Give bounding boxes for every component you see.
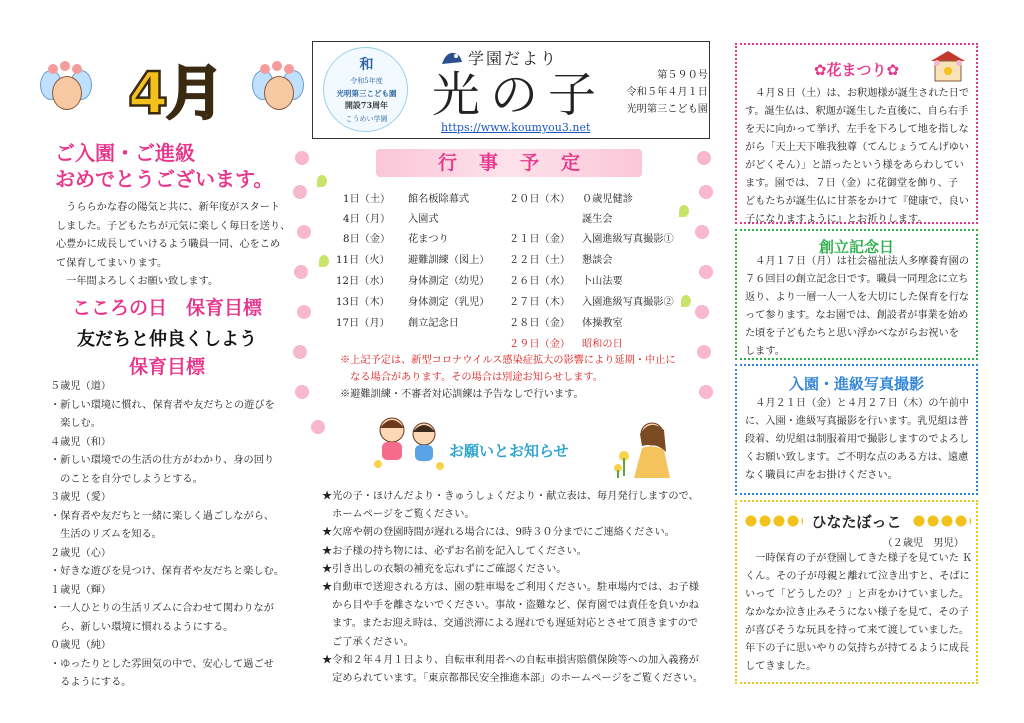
- greeting-title-line: ご入園・ご進級: [55, 141, 195, 165]
- text-line: 返り、より一層一人一人を大切にした保育を行な: [745, 292, 970, 303]
- event-date-holiday: ２９日（金）: [509, 339, 571, 350]
- goal-line: のことを自分でしようとする。: [50, 473, 203, 485]
- event-date: 1日（土）: [343, 194, 391, 205]
- text-line: 段着、幼児組は制服着用で撮影しますのでよろし: [745, 434, 970, 445]
- event-name: 入園進級写真撮影①: [582, 234, 674, 245]
- girl-with-flowers-illustration: [612, 418, 682, 480]
- event-date: ２７日（木）: [509, 297, 571, 308]
- goal-line: 生活のリズムを知る。: [50, 529, 162, 540]
- goal-line: ら、新しい環境に慣れるようにする。: [50, 621, 234, 633]
- notices-heading: お願いとお知らせ: [449, 442, 569, 460]
- text-line: が喜びそうな玩具を持って来て渡していました。: [745, 625, 970, 636]
- age-goals-list: [50, 378, 284, 693]
- text-line: って参ります。なお園では、創設者が事業を始め: [745, 310, 969, 321]
- butterfly-child-illustration: [40, 64, 92, 122]
- text-line: します。: [745, 346, 785, 357]
- event-date: 11日（火）: [336, 255, 390, 266]
- goals-heading: 保育目標: [128, 356, 205, 378]
- event-date: 12日（水）: [336, 276, 390, 287]
- founding-day-heading: 創立記念日: [818, 238, 894, 256]
- notice-line: ★お子様の持ち物には、必ずお名前を記入してください。: [322, 545, 587, 557]
- text-line: 子になりますように』とお祈りします。: [745, 214, 928, 225]
- event-name: 館名板除幕式: [408, 194, 470, 205]
- founding-day-box: [735, 229, 978, 360]
- greeting-line: て保育してまいります。: [56, 257, 168, 269]
- badge-kanji: 和: [359, 57, 374, 73]
- goal-line: るようにする。: [50, 677, 132, 688]
- greeting-line: 心豊かに成長していけるよう職員一同、心をこめ: [56, 239, 281, 250]
- event-date: 8日（金）: [343, 234, 391, 245]
- text-line: くお願い致します。ご不明な点のある方は、遠慮: [745, 452, 969, 463]
- event-date: ２０日（木）: [509, 194, 571, 205]
- event-name: 花まつり: [408, 234, 449, 245]
- event-name: 避難訓練（図上）: [408, 255, 490, 266]
- events-notes: [340, 352, 676, 403]
- issue-info: [620, 67, 708, 118]
- hinatabokko-byline: （２歳児 男児）: [882, 538, 964, 549]
- greeting-title-line: おめでとうございます。: [55, 167, 274, 191]
- notice-line: 定められています。「東京都都民安全推進本部」のホームページをご覧ください。: [322, 673, 704, 685]
- notice-line: ★自動車で送迎される方は、園の駐車場をご利用ください。駐車場内では、お子様: [322, 582, 699, 594]
- goal-line: ・新しい環境に慣れ、保育者や友だちとの遊びを: [50, 399, 275, 411]
- event-date: ２２日（土）: [509, 255, 571, 266]
- text-line: なかなか泣き止みそうにない様子を見て、その子: [745, 607, 969, 618]
- event-name: 体操教室: [582, 318, 623, 329]
- hanamatsuri-box: [735, 43, 978, 224]
- badge-anniversary: 開設73周年: [344, 100, 389, 110]
- newsletter-title: 光の子: [432, 67, 607, 123]
- photo-session-box: [735, 364, 978, 495]
- event-date: ２１日（金）: [509, 234, 571, 245]
- badge-year: 令和5年度: [350, 77, 383, 85]
- event-name: 懇談会: [582, 255, 613, 266]
- event-date: ２６日（水）: [509, 276, 571, 287]
- greeting-line: うららかな春の陽気と共に、新年度がスタート: [56, 202, 281, 213]
- event-name: 誕生会: [582, 214, 613, 225]
- greeting-body: [56, 199, 290, 292]
- flower-shrine-illustration: [927, 49, 969, 85]
- text-line: してきました。: [745, 661, 817, 672]
- hinatabokko-box: [735, 500, 978, 684]
- event-name: 卜山法要: [582, 276, 623, 287]
- goal-age-label: ０歳児（純）: [50, 640, 112, 651]
- issue-number: 第５９０号: [657, 70, 708, 81]
- notice-line: から目や手を離さないでください。事故・盗難など、保育園では責任を負いかね: [322, 600, 699, 612]
- notice-line: ★光の子・ほけんだより・きゅうしょくだより・献立表は、毎月発行しますので、: [322, 491, 699, 502]
- text-line: ます。園では、７日（金）に花御堂を飾り、子: [745, 178, 959, 189]
- events-heading-text: 行事予定: [437, 152, 602, 174]
- goal-line: ・一人ひとりの生活リズムに合わせて関わりなが: [50, 603, 274, 614]
- notice-line: ホームページをご覧ください。: [322, 509, 475, 521]
- school-logo-icon: [440, 50, 464, 66]
- hinatabokko-heading: ひなたぼっこ: [811, 513, 902, 531]
- event-name: 入園進級写真撮影②: [582, 297, 674, 308]
- event-name: 入園式: [408, 214, 439, 225]
- goal-age-label: ４歳児（和）: [50, 436, 112, 448]
- notice-line: ★欠席や朝の登園時間が遅れる場合には、9時３０分までにご連絡ください。: [322, 527, 675, 539]
- founding-day-text: [745, 253, 969, 361]
- month-title: 4月: [127, 59, 223, 127]
- goal-line: ・好きな遊びを見つけ、保育者や友だちと楽しむ。: [50, 566, 284, 577]
- notice-line: ★引き出しの衣類の補充を忘れずにご確認ください。: [322, 563, 567, 575]
- text-line: どもたちが誕生仏に甘茶をかけて『健康で、良い: [745, 196, 969, 207]
- event-name-holiday: 昭和の日: [582, 339, 623, 350]
- event-date: 17日（月）: [336, 318, 390, 329]
- goal-age-label: ５歳児（道）: [50, 381, 112, 392]
- goal-line: 楽しむ。: [50, 418, 101, 429]
- goal-age-label: １歳児（輝）: [50, 584, 112, 596]
- text-line: いって「どうしたの？」と声をかけていました。: [745, 589, 970, 600]
- event-note-line: ※避難訓練・不審者対応訓練は予告なしで行います。: [340, 389, 584, 400]
- goal-age-label: ２歳児（心）: [50, 547, 112, 559]
- goal-age-label: ３歳児（愛）: [50, 492, 112, 503]
- event-date: ２８日（金）: [509, 318, 571, 329]
- children-playing-illustration: [370, 412, 450, 472]
- badge-school: 光明第三こども園: [336, 89, 397, 98]
- text-line: を天に向かって挙げ、左手を下ろして地を指しな: [745, 124, 969, 135]
- event-name: ０歳児健診: [582, 194, 633, 205]
- newsletter-subtitle: 学園だより: [468, 49, 559, 68]
- text-line: 一時保育の子が登園してきた様子を見ていた Ｋ: [745, 553, 973, 564]
- monthly-motto: 友だちと仲良くしよう: [77, 329, 257, 350]
- event-note-line: なる場合があります。その場合は別途お知らせします。: [340, 372, 603, 383]
- notice-line: ご了承ください。: [322, 636, 414, 648]
- website-link[interactable]: https://www.koumyou3.net: [441, 121, 591, 134]
- notice-line: ます。またお迎え時は、交通渋滞による遅れでも遅延対応とさせて頂きますので: [322, 618, 699, 630]
- photo-session-heading: 入園・進級写真撮影: [788, 375, 924, 393]
- goal-line: ・新しい環境での生活の仕方がわかり、身の回り: [50, 455, 275, 466]
- text-line: ４月１７日（月）は社会福祉法人多摩養育園の: [745, 256, 970, 267]
- event-note-line: ※上記予定は、新型コロナウイルス感染症拡大の影響により延期・中止に: [340, 355, 676, 366]
- hinatabokko-text: [745, 550, 972, 676]
- anniversary-badge: [323, 47, 408, 132]
- text-line: ７６回目の創立記念日です。職員一同理念に立ち: [745, 274, 969, 285]
- school-name: 光明第三こども園: [626, 104, 708, 115]
- event-date: 13日（木）: [336, 297, 390, 308]
- text-line: くん。その子が母親と離れて泣き出すと、そばに: [745, 571, 970, 582]
- kokoro-heading: こころの日 保育目標: [71, 297, 262, 319]
- event-date: 4日（月）: [343, 214, 391, 225]
- goal-line: ・保育者や友だちと一緒に楽しく過ごしながら、: [50, 510, 275, 522]
- text-line: す。誕生仏は、釈迦が誕生した直後に、自ら右手: [745, 106, 969, 117]
- greeting-line: 一年間よろしくお願い致します。: [56, 276, 219, 287]
- butterfly-child-illustration: [252, 64, 304, 122]
- text-line: がら「天上天下唯我独尊（てんじょうてんげゆい: [745, 142, 970, 153]
- text-line: ４月２１日（金）と４月２７日（木）の午前中: [745, 398, 970, 409]
- text-line: ４月８日（土）は、お釈迦様が誕生された日で: [745, 88, 970, 99]
- photo-session-text: [745, 395, 969, 485]
- text-line: 年下の子に思いやりの気持ちが持てるように成長: [745, 643, 970, 654]
- text-line: に、入園・進級写真撮影を行います。乳児組は普: [745, 416, 969, 427]
- issue-date: 令和５年４月１日: [626, 87, 708, 98]
- events-heading: [376, 149, 642, 177]
- text-line: なく職員に声をお掛けください。: [745, 470, 898, 481]
- text-line: がどくそん）」と語ったという様をあらわしてい: [745, 160, 965, 171]
- goal-line: ・ゆったりとした雰囲気の中で、安心して過ごせ: [50, 658, 274, 670]
- event-name: 創立記念日: [408, 318, 459, 329]
- badge-org: こうめい学園: [345, 115, 388, 123]
- event-name: 身体測定（幼児）: [408, 276, 490, 287]
- hanamatsuri-heading: ✿花まつり✿: [813, 61, 900, 79]
- notice-line: ★令和２年４月１日より、自転車利用者への自転車損害賠償保険等への加入義務が: [322, 654, 699, 666]
- greeting-title: [55, 140, 273, 192]
- event-name: 身体測定（乳児）: [408, 297, 490, 308]
- hanamatsuri-text: [745, 85, 969, 229]
- text-line: た頃を子どもたちと思い浮かべながらお祝いを: [745, 328, 959, 339]
- greeting-line: しました。子どもたちが元気に楽しく毎日を送り、: [56, 220, 291, 232]
- notices-list: [322, 488, 703, 688]
